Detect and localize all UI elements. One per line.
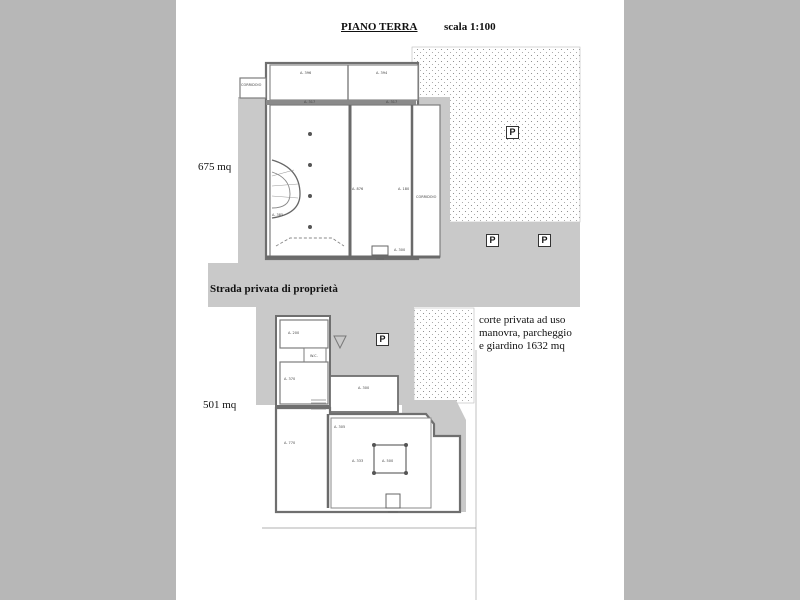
svg-text:CORRIDOIO: CORRIDOIO — [241, 83, 262, 87]
svg-text:A. 200: A. 200 — [288, 331, 300, 335]
svg-text:A. 770: A. 770 — [284, 441, 296, 445]
svg-text:A. 300: A. 300 — [358, 386, 370, 390]
parking-mark: P — [538, 234, 551, 247]
plan-scale: scala 1:100 — [444, 21, 496, 33]
svg-text:A. 385: A. 385 — [272, 213, 284, 217]
courtyard-label-line1: corte privata ad uso — [479, 314, 566, 326]
svg-text:A. 317: A. 317 — [386, 100, 398, 104]
upper-side-room — [412, 105, 440, 257]
svg-text:A. 180: A. 180 — [398, 187, 410, 191]
floor-plan-sheet — [176, 0, 624, 600]
upper-small-room — [240, 78, 266, 98]
plan-title: PIANO TERRA — [341, 21, 418, 33]
svg-text:A. 317: A. 317 — [304, 100, 316, 104]
lower-area-label: 501 mq — [203, 399, 237, 411]
svg-text:CORRIDOIO: CORRIDOIO — [416, 195, 437, 199]
parking-mark: P — [376, 333, 389, 346]
svg-text:A. 370: A. 370 — [284, 377, 296, 381]
upper-entrance — [372, 246, 388, 255]
pavement-right — [444, 222, 580, 264]
garden-area-lower — [414, 308, 474, 403]
svg-text:A. 500: A. 500 — [382, 459, 394, 463]
upper-main-hall — [270, 105, 350, 257]
svg-text:A. 396: A. 396 — [300, 71, 312, 75]
courtyard-label — [479, 314, 599, 353]
upper-area-label: 675 mq — [198, 161, 232, 173]
parking-mark: P — [486, 234, 499, 247]
courtyard-label-line2: manovra, parcheggio — [479, 327, 572, 339]
svg-text:A. 333: A. 333 — [352, 459, 364, 463]
svg-text:A. 394: A. 394 — [376, 71, 388, 75]
lower-entrance — [386, 494, 400, 508]
lower-room-mid — [280, 362, 328, 404]
parking-mark: P — [506, 126, 519, 139]
courtyard-label-line3: e giardino 1632 mq — [479, 340, 565, 352]
svg-text:A. 876: A. 876 — [352, 187, 364, 191]
floor-plan-drawing — [176, 0, 624, 600]
svg-text:W.C.: W.C. — [310, 354, 318, 358]
upper-second-hall — [350, 105, 412, 257]
street-label: Strada privata di proprietà — [210, 283, 338, 295]
lower-room-center — [330, 376, 398, 412]
upper-building-north-rooms — [270, 65, 418, 100]
svg-text:A. 300: A. 300 — [394, 248, 406, 252]
svg-text:A. 305: A. 305 — [334, 425, 346, 429]
